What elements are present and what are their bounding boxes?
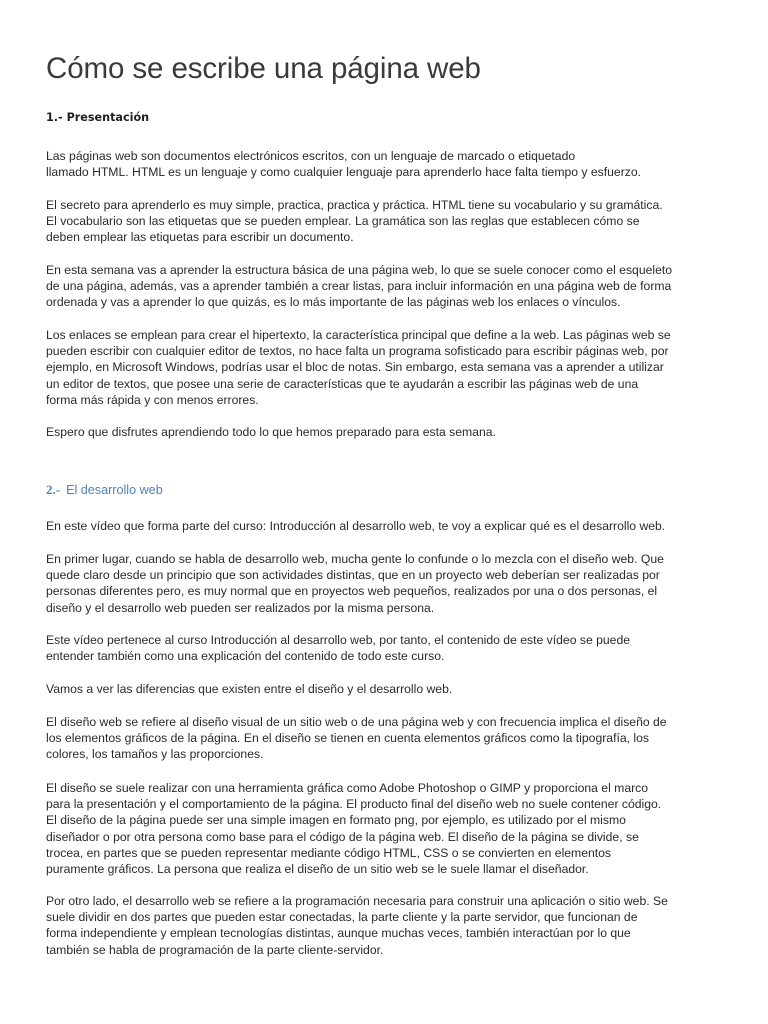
paragraph: El secreto para aprenderlo es muy simple, practica, practica y práctica. HTML tiene su vocabulario y su gramática. El vocabulario son las etiquetas que se pueden emplear. La gramática son las reglas que establecen cómo se deben emplear las etiquetas para escribir un documento. [46,198,663,245]
paragraph: Por otro lado, el desarrollo web se refiere a la programación necesaria para construir una aplicación o sitio web. Se suele dividir en dos partes que pueden estar conectadas, la parte cliente y la parte servidor, que funcionan de forma independiente y emplean tecnologías distintas, aunque muchas veces, también interactúan por lo que también se habla de programación de la parte cliente-servidor. [46,894,668,957]
section-heading-presentacion: 1.- Presentación [46,111,150,124]
document-title: Cómo se escribe una página web [46,52,481,85]
section-heading-text: El desarrollo web [66,483,163,497]
paragraph: Los enlaces se emplean para crear el hipertexto, la característica principal que define a la web. Las páginas web se pueden escribir con cualquier editor de textos, no hace falta un programa sofisticado para escribir páginas web, por ejemplo, en Microsoft Windows, podrías usar el bloc de notas. Sin embargo, esta semana vas a aprender a utilizar un editor de textos, que posee una serie de características que te ayudarán a escribir las páginas web de una forma más rápida y con menos errores. [46,328,671,407]
section-heading-desarrollo-web [46,482,163,498]
paragraph: En este vídeo que forma parte del curso: Introducción al desarrollo web, te voy a explicar qué es el desarrollo web. [46,519,666,533]
paragraph: Las páginas web son documentos electrónicos escritos, con un lenguaje de marcado o etiquetado llamado HTML. HTML es un lenguaje y como cualquier lenguaje para aprenderlo hace falta tiempo y esfuerzo. [46,149,642,180]
section-heading-number: 2.- [46,482,61,497]
paragraph: Vamos a ver las diferencias que existen entre el diseño y el desarrollo web. [46,682,453,696]
paragraph: En esta semana vas a aprender la estructura básica de una página web, lo que se suele conocer como el esqueleto de una página, además, vas a aprender también a crear listas, para incluir información en una página web de forma ordenada y vas a aprender lo que quizás, es lo más importante de las páginas web los enlaces o vínculos. [46,263,673,310]
paragraph: El diseño se suele realizar con una herramienta gráfica como Adobe Photoshop o GIMP y proporciona el marco para la presentación y el comportamiento de la página. El producto final del diseño web no suele contener código. El diseño de la página puede ser una simple imagen en formato png, por ejemplo, es utilizado por el mismo diseñador o por otra persona como base para el código de la página web. El diseño de la página se divide, se trocea, en partes que se pueden representar mediante código HTML, CSS o se convierten en elementos puramente gráficos. La persona que realiza el diseño de un sitio web se le suele llamar el diseñador. [46,781,662,877]
paragraph: En primer lugar, cuando se habla de desarrollo web, mucha gente lo confunde o lo mezcla con el diseño web. Que quede claro desde un principio que son actividades distintas, que en un proyecto web deberían ser realizadas por personas diferentes pero, es muy normal que en proyectos web pequeños, realizados por una o dos personas, el diseño y el desarrollo web pueden ser realizados por la misma persona. [46,552,664,615]
paragraph: El diseño web se refiere al diseño visual de un sitio web o de una página web y con frecuencia implica el diseño de los elementos gráficos de la página. En el diseño se tienen en cuenta elementos gráficos como la tipografía, los colores, los tamaños y las proporciones. [46,715,667,762]
paragraph: Espero que disfrutes aprendiendo todo lo que hemos preparado para esta semana. [46,425,496,439]
paragraph: Este vídeo pertenece al curso Introducción al desarrollo web, por tanto, el contenido de este vídeo se puede entender también como una explicación del contenido de todo este curso. [46,633,631,664]
